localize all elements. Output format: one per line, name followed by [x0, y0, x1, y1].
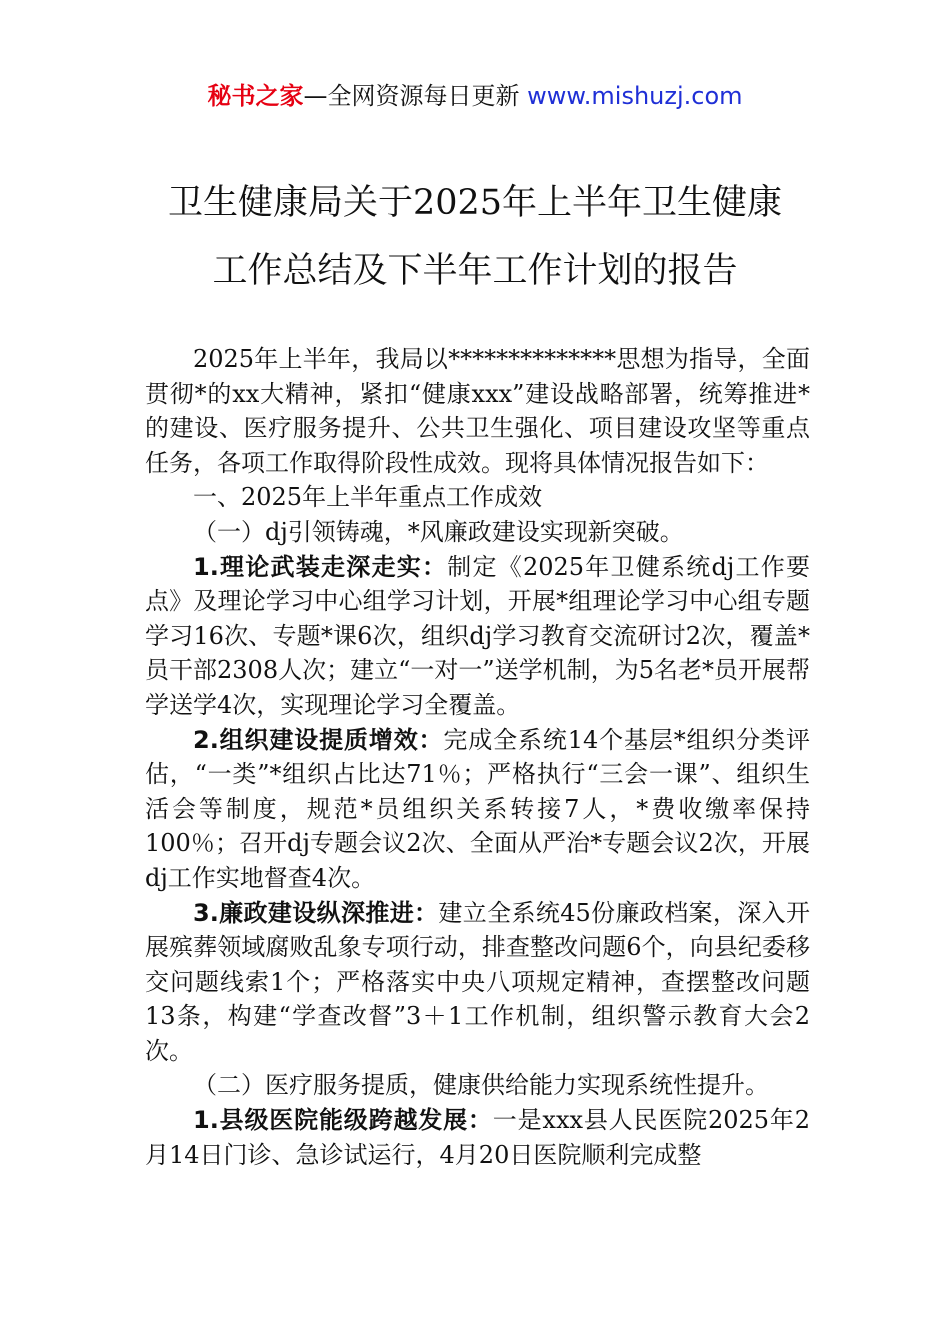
site-tagline: —全网资源每日更新	[303, 82, 528, 110]
item-paragraph-1	[145, 550, 810, 723]
site-brand: 秘书之家	[207, 82, 304, 110]
item-text-1: 制定《2025年卫健系统dj工作要点》及理论学习中心组学习计划，开展*组理论学习中心组专题学习16次、专题*课6次，组织dj学习教育交流研讨2次，覆盖*员干部2308人次；建立“一对一”送学机制，为5名老*员开展帮学送学4次，实现理论学习全覆盖。	[145, 552, 810, 719]
item-paragraph-4	[145, 1103, 810, 1172]
subsection-heading-1: （一）dj引领铸魂，*风廉政建设实现新突破。	[193, 517, 684, 546]
site-url[interactable]: www.mishuzj.com	[527, 82, 743, 110]
intro-paragraph: 2025年上半年，我局以**************思想为指导，全面贯彻*的xx大精神，紧扣“健康xxx”建设战略部署，统筹推进*的建设、医疗服务提升、公共卫生强化、项目建设攻坚等重点任务，各项工作取得阶段性成效。现将具体情况报告如下：	[145, 345, 810, 477]
subsection-heading-2: （二）医疗服务提质，健康供给能力实现系统性提升。	[193, 1071, 769, 1100]
item-heading-3: 3.廉政建设纵深推进：	[193, 898, 439, 927]
item-text-2: 完成全系统14个基层*组织分类评估，“一类”*组织占比达71％；严格执行“三会一课”、组织生活会等制度，规范*员组织关系转接7人，*费收缴率保持100％；召开dj专题会议2次、全面从严治*专题会议2次，开展dj工作实地督查4次。	[145, 725, 810, 892]
document-title-line-2: 工作总结及下半年工作计划的报告	[212, 251, 738, 291]
item-paragraph-2	[145, 723, 810, 896]
section-heading-1: 一、2025年上半年重点工作成效	[193, 483, 543, 512]
document-title-line-1: 卫生健康局关于2025年上半年卫生健康	[167, 183, 783, 223]
document-body	[145, 342, 810, 1172]
item-text-3: 建立全系统45份廉政档案，深入开展殡葬领域腐败乱象专项行动，排查整改问题6个，向县纪委移交问题线索1个；严格落实中央八项规定精神，查摆整改问题13条，构建“学查改督”3＋1工作机制，组织警示教育大会2次。	[145, 898, 810, 1065]
item-heading-1: 1.理论武装走深走实：	[193, 552, 448, 581]
item-heading-2: 2.组织建设提质增效：	[193, 725, 444, 754]
site-header	[0, 80, 950, 112]
item-heading-4: 1.县级医院能级跨越发展：	[193, 1106, 493, 1135]
item-paragraph-3	[145, 896, 810, 1069]
item-text-4: 一是xxx县人民医院2025年2月14日门诊、急诊试运行，4月20日医院顺利完成整	[145, 1106, 810, 1169]
